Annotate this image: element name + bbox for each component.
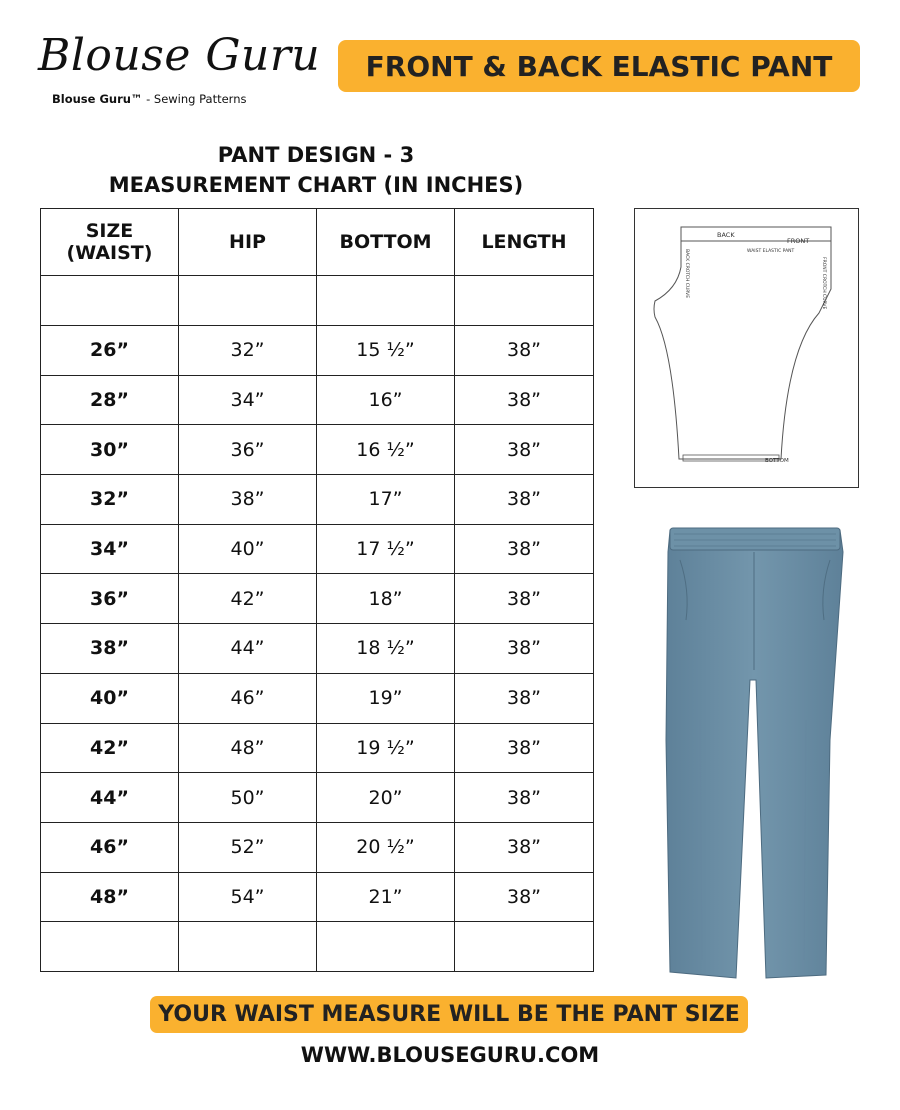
logo-tagline (52, 92, 278, 106)
cell-hip: 48” (179, 723, 317, 773)
cell-length: 38” (455, 425, 594, 475)
cell-bottom: 21” (317, 872, 455, 922)
label-back-crotch: BACK CROTCH CURVE (684, 249, 689, 299)
label-waist: WAIST ELASTIC PANT (747, 249, 795, 254)
pant-illustration (660, 520, 850, 980)
cell-bottom: 20” (317, 773, 455, 823)
label-bottom: BOTTOM (765, 458, 789, 464)
cell-hip: 46” (179, 673, 317, 723)
chart-heading (40, 140, 592, 200)
tagline-rest: - Sewing Patterns (142, 92, 247, 106)
brand-logo (38, 30, 321, 106)
header-length: LENGTH (455, 209, 594, 276)
tagline-brand: Blouse Guru™ (52, 92, 143, 106)
table-row (41, 375, 594, 425)
cell-bottom: 15 ½” (317, 326, 455, 376)
pattern-diagram-svg (635, 209, 857, 486)
label-front: FRONT (787, 237, 810, 245)
table-row-empty-top (41, 276, 594, 326)
header-size (41, 209, 179, 276)
cell-size: 44” (41, 773, 179, 823)
header-size-line1: SIZE (85, 220, 134, 242)
table-row (41, 773, 594, 823)
pattern-diagram (634, 208, 859, 488)
cell-length: 38” (455, 375, 594, 425)
table-row (41, 872, 594, 922)
label-front-crotch: FRONT CROTCH CURVE (821, 257, 826, 310)
cell-bottom: 18 ½” (317, 624, 455, 674)
cell-hip: 32” (179, 326, 317, 376)
chart-heading-line2: MEASUREMENT CHART (IN INCHES) (108, 173, 524, 197)
cell-length: 38” (455, 326, 594, 376)
cell-length: 38” (455, 822, 594, 872)
cell-hip: 54” (179, 872, 317, 922)
cell-hip: 50” (179, 773, 317, 823)
table-row (41, 574, 594, 624)
cell-hip: 38” (179, 475, 317, 525)
size-note: YOUR WAIST MEASURE WILL BE THE PANT SIZE (150, 996, 748, 1033)
cell-hip: 34” (179, 375, 317, 425)
table-row (41, 723, 594, 773)
cell-size: 38” (41, 624, 179, 674)
cell-size: 36” (41, 574, 179, 624)
table-row (41, 425, 594, 475)
cell-hip: 36” (179, 425, 317, 475)
cell-hip: 44” (179, 624, 317, 674)
logo-script-text: Blouse Guru (38, 30, 321, 81)
table-row (41, 624, 594, 674)
cell-length: 38” (455, 872, 594, 922)
pant-illustration-svg (660, 520, 850, 980)
table-header-row (41, 209, 594, 276)
cell-size: 46” (41, 822, 179, 872)
table-row (41, 524, 594, 574)
cell-length: 38” (455, 475, 594, 525)
cell-bottom: 17” (317, 475, 455, 525)
header-size-line2: (WAIST) (66, 242, 153, 264)
cell-bottom: 16 ½” (317, 425, 455, 475)
table-row (41, 673, 594, 723)
cell-hip: 40” (179, 524, 317, 574)
cell-bottom: 16” (317, 375, 455, 425)
table-row-empty-bottom (41, 922, 594, 972)
cell-size: 40” (41, 673, 179, 723)
cell-length: 38” (455, 673, 594, 723)
table-row (41, 326, 594, 376)
cell-bottom: 20 ½” (317, 822, 455, 872)
cell-length: 38” (455, 524, 594, 574)
cell-bottom: 19 ½” (317, 723, 455, 773)
cell-length: 38” (455, 624, 594, 674)
cell-size: 30” (41, 425, 179, 475)
header-bottom: BOTTOM (317, 209, 455, 276)
measurement-table (40, 208, 594, 972)
cell-length: 38” (455, 773, 594, 823)
cell-bottom: 19” (317, 673, 455, 723)
website-link[interactable]: WWW.BLOUSEGURU.COM (300, 1043, 600, 1067)
cell-size: 26” (41, 326, 179, 376)
cell-bottom: 17 ½” (317, 524, 455, 574)
label-back: BACK (717, 231, 735, 239)
chart-heading-line1: PANT DESIGN - 3 (217, 143, 415, 167)
cell-bottom: 18” (317, 574, 455, 624)
cell-size: 42” (41, 723, 179, 773)
header-hip: HIP (179, 209, 317, 276)
cell-size: 32” (41, 475, 179, 525)
page-title: FRONT & BACK ELASTIC PANT (338, 40, 860, 92)
cell-hip: 42” (179, 574, 317, 624)
cell-length: 38” (455, 574, 594, 624)
table-row (41, 475, 594, 525)
cell-length: 38” (455, 723, 594, 773)
cell-hip: 52” (179, 822, 317, 872)
table-row (41, 822, 594, 872)
cell-size: 28” (41, 375, 179, 425)
cell-size: 34” (41, 524, 179, 574)
cell-size: 48” (41, 872, 179, 922)
